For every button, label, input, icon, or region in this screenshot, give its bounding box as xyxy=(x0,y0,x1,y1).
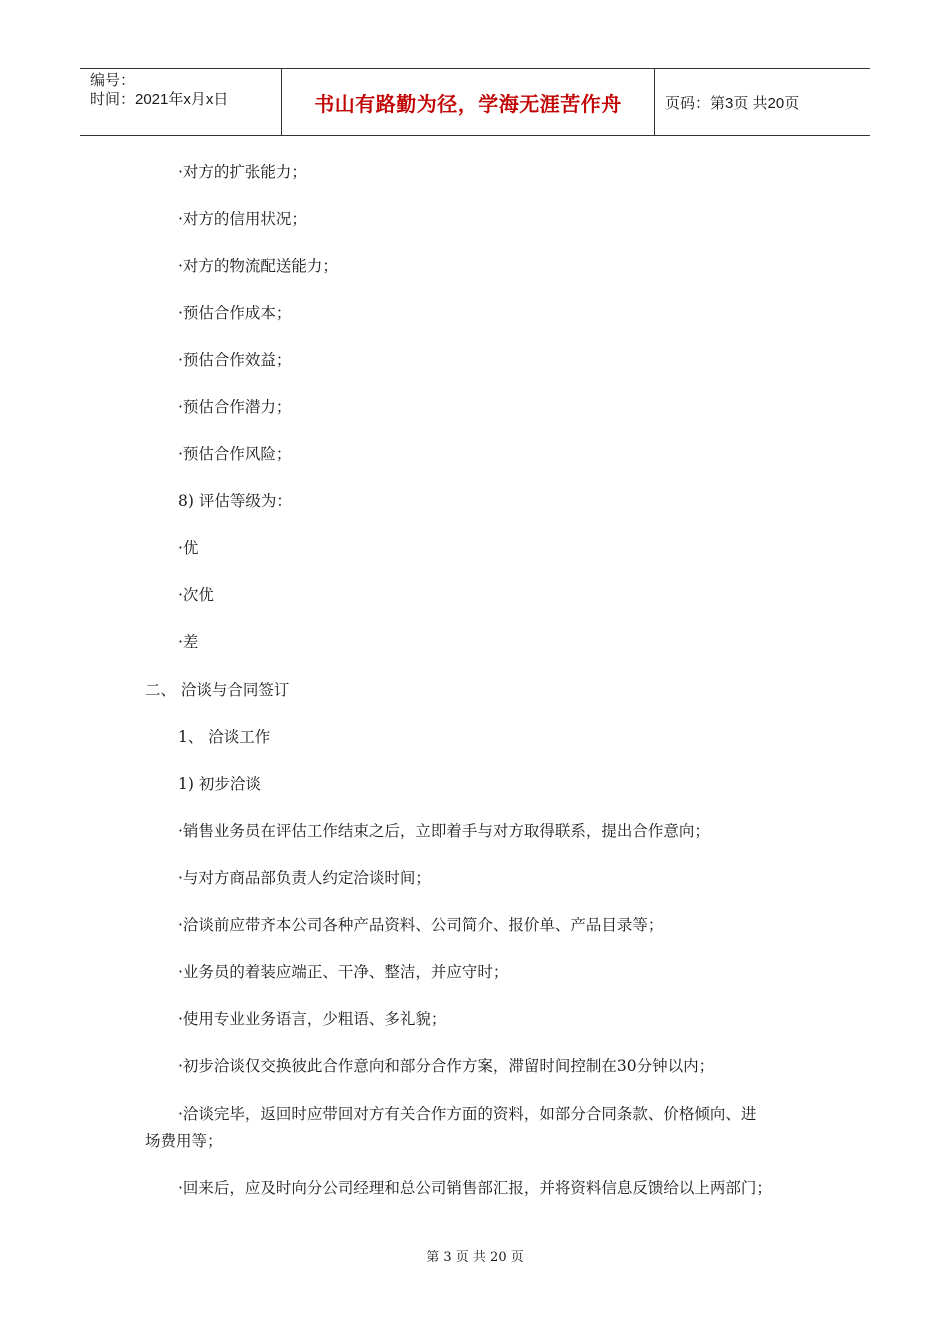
header-page-cell xyxy=(655,69,870,135)
motto-text: 书山有路勤为径，学海无涯苦作舟 xyxy=(314,91,622,116)
subsection-heading: 1、 洽谈工作 xyxy=(178,728,271,746)
list-item-continuation: 场费用等； xyxy=(145,1132,223,1150)
list-item: ·差 xyxy=(178,633,199,651)
list-item: ·洽谈完毕，返回时应带回对方有关合作方面的资料，如部分合同条款、价格倾向、进 xyxy=(178,1105,757,1123)
list-item: ·使用专业业务语言，少粗语、多礼貌； xyxy=(178,1010,447,1028)
numbered-item: 1) 初步洽谈 xyxy=(178,775,261,793)
list-item: ·次优 xyxy=(178,586,214,604)
time-label: 时间：2021年x月x日 xyxy=(90,91,229,108)
page-info: 页码：第3页 共20页 xyxy=(665,94,800,112)
list-item: ·销售业务员在评估工作结束之后，立即着手与对方取得联系，提出合作意向； xyxy=(178,822,710,840)
list-item: ·初步洽谈仅交换彼此合作意向和部分合作方案，滞留时间控制在30分钟以内； xyxy=(178,1057,715,1075)
list-item: ·对方的信用状况； xyxy=(178,210,307,228)
list-item: ·预估合作风险； xyxy=(178,445,292,463)
numbered-item: 8) 评估等级为： xyxy=(178,492,292,510)
header-table xyxy=(80,68,870,136)
section-heading: 二、 洽谈与合同签订 xyxy=(145,681,290,699)
list-item: ·业务员的着装应端正、干净、整洁，并应守时； xyxy=(178,963,509,981)
list-item: ·优 xyxy=(178,539,199,557)
header-meta-cell xyxy=(80,69,282,135)
list-item: ·对方的物流配送能力； xyxy=(178,257,338,275)
list-item: ·洽谈前应带齐本公司各种产品资料、公司简介、报价单、产品目录等； xyxy=(178,916,664,934)
list-item: ·预估合作成本； xyxy=(178,304,292,322)
list-item: ·预估合作效益； xyxy=(178,351,292,369)
list-item: ·对方的扩张能力； xyxy=(178,163,307,181)
list-item: ·回来后，应及时向分公司经理和总公司销售部汇报，并将资料信息反馈给以上两部门； xyxy=(178,1179,772,1197)
number-label: 编号： xyxy=(90,72,136,89)
page-footer: 第 3 页 共 20 页 xyxy=(426,1250,524,1265)
list-item: ·与对方商品部负责人约定洽谈时间； xyxy=(178,869,431,887)
list-item: ·预估合作潜力； xyxy=(178,398,292,416)
header-motto-cell xyxy=(282,69,655,135)
